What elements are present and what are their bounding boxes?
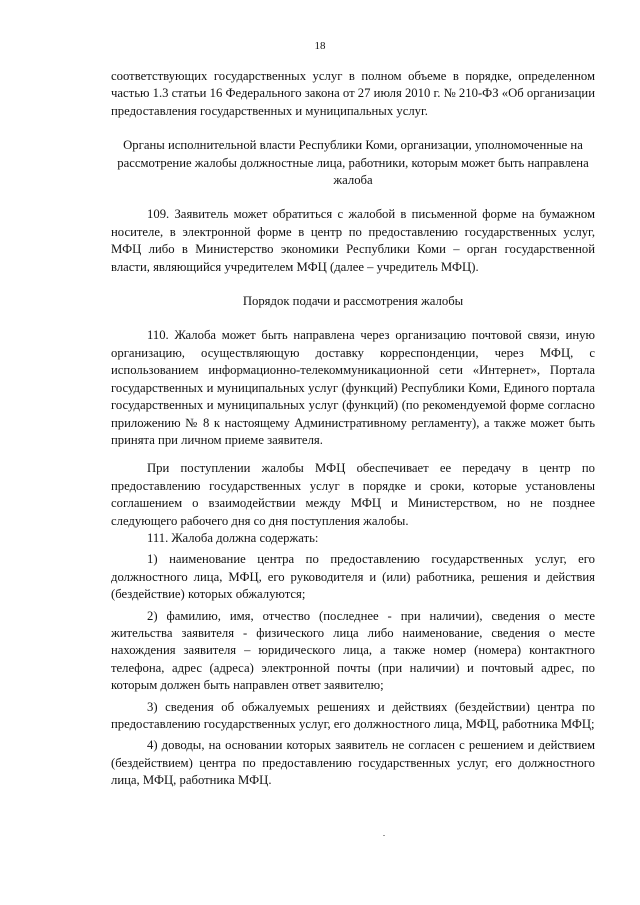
document-body (111, 68, 595, 790)
section-heading-order: Порядок подачи и рассмотрения жалобы (242, 294, 464, 309)
paragraph-111-1: 1) наименование центра по предоставлению государственных услуг, его должностного лица, МФЦ, его руководителя и (или) работника, решения и действия (бездействие) которых обжалуются; (111, 552, 595, 602)
scan-speck (383, 835, 385, 836)
paragraph-111: 111. Жалоба должна содержать: (147, 530, 319, 545)
paragraph-111-4: 4) доводы, на основании которых заявитель не согласен с решением и действием (бездействием) центра по предоставлению государственных услуг, его должностного лица, МФЦ, работника МФЦ. (111, 738, 595, 788)
intro-paragraph: соответствующих государственных услуг в полном объеме в порядке, определенном частью 1.3 статьи 16 Федерального закона от 27 июля 2010 г. № 210-ФЗ «Об организации предоставления государственных и муниципальных услуг. (111, 69, 595, 118)
paragraph-109: 109. Заявитель может обратиться с жалобой в письменной форме на бумажном носителе, в электронной форме в центр по предоставлению государственных услуг, МФЦ либо в Министерство экономики Республики Коми – орган государственной власти, являющийся учредителем МФЦ (далее – учредитель МФЦ). (111, 207, 595, 274)
page-number: 18 (314, 40, 326, 52)
paragraph-111-2: 2) фамилию, имя, отчество (последнее - при наличии), сведения о месте жительства заявителя - физического лица либо наименование, сведения о месте нахождения заявителя – юридического лица, а также номер (номера) контактного телефона, адрес (адреса) электронной почты (при наличии) и почтовый адрес, по которым должен быть направлен ответ заявителю; (111, 608, 595, 693)
section-heading-organs: Органы исполнительной власти Республики Коми, организации, уполномоченные на рассмотрение жалобы должностные лица, работники, которым может быть направлена жалоба (117, 138, 589, 188)
paragraph-110-mfc: При поступлении жалобы МФЦ обеспечивает ее передачу в центр по предоставлению государственных услуг в порядке и сроки, которые установлены соглашением о взаимодействии между МФЦ и Министерством, но не позднее следующего рабочего дня со дня поступления жалобы. (111, 461, 595, 528)
paragraph-110: 110. Жалоба может быть направлена через организацию почтовой связи, иную организацию, осуществляющую доставку корреспонденции, через МФЦ, с использованием информационно-телекоммуникационной сети «Интернет», Портала государственных и муниципальных услуг (функций) Республики Коми, Единого портала государственных и муниципальных услуг (функций) (по рекомендуемой форме согласно приложению № 8 к настоящему Административному регламенту), а также может быть принята при личном приеме заявителя. (111, 328, 595, 447)
paragraph-111-3: 3) сведения об обжалуемых решениях и действиях (бездействии) центра по предоставлению государственных услуг, его должностного лица, МФЦ, работника МФЦ; (111, 699, 595, 731)
